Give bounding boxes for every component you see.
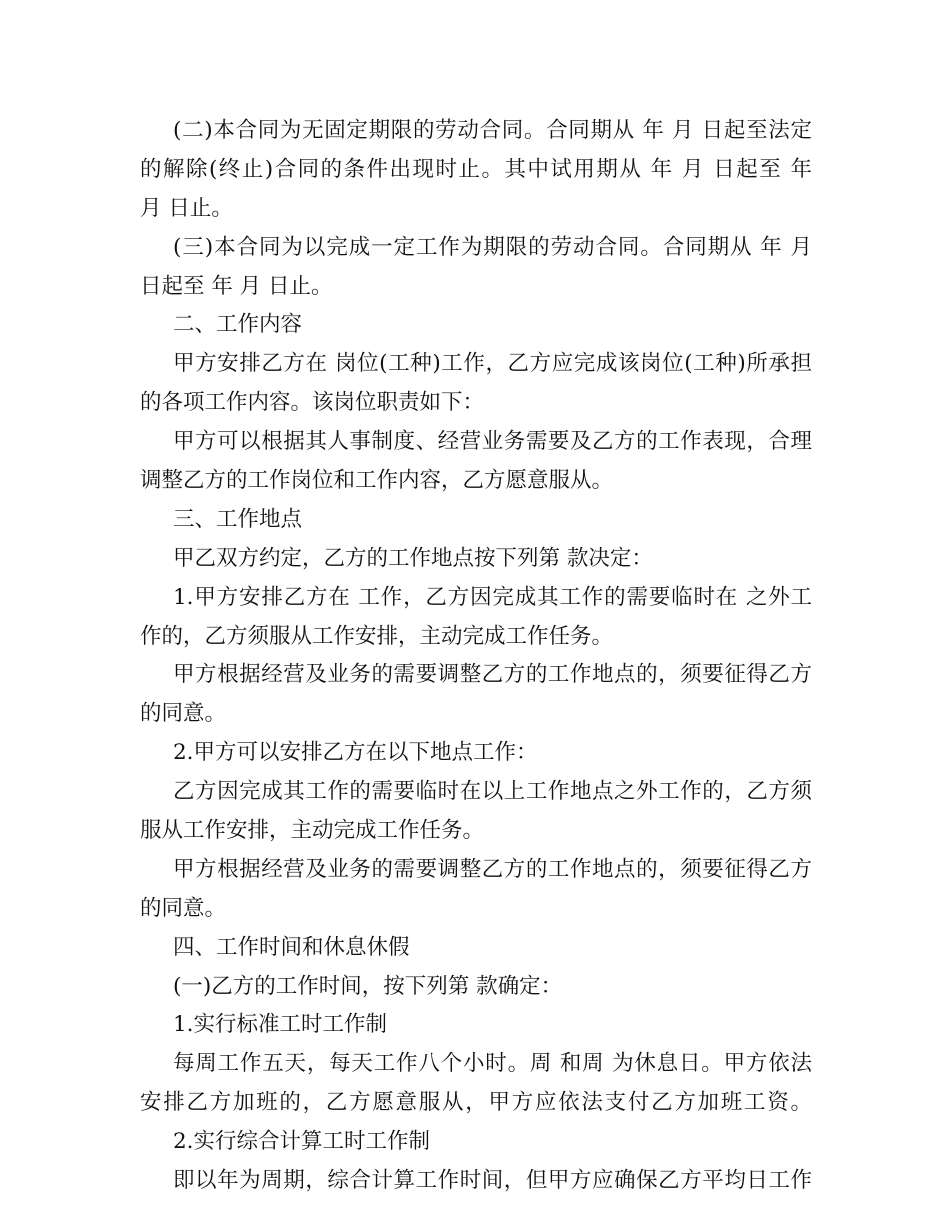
text-line: 的各项工作内容。该岗位职责如下： — [140, 390, 485, 416]
text-line: 的解除(终止)合同的条件出现时止。其中试用期从 年 月 日起至 年 — [140, 156, 812, 182]
text-line: 调整乙方的工作岗位和工作内容，乙方愿意服从。 — [140, 468, 614, 494]
text-line: 甲方根据经营及业务的需要调整乙方的工作地点的，须要征得乙方 — [173, 662, 812, 688]
text-line: 安排乙方加班的，乙方愿意服从，甲方应依法支付乙方加班工资。 — [140, 1090, 812, 1116]
text-line: 乙方因完成其工作的需要临时在以上工作地点之外工作的，乙方须 — [173, 779, 812, 805]
text-line: 四、工作时间和休息休假 — [173, 934, 410, 960]
text-line: 月 日止。 — [140, 195, 233, 221]
text-line: 2.实行综合计算工时工作制 — [173, 1129, 431, 1155]
text-line: 甲方可以根据其人事制度、经营业务需要及乙方的工作表现，合理 — [173, 429, 812, 455]
text-line: (三)本合同为以完成一定工作为期限的劳动合同。合同期从 年 月 — [173, 234, 812, 260]
text-line: 日起至 年 月 日止。 — [140, 273, 333, 299]
text-line: 三、工作地点 — [173, 506, 303, 532]
text-line: (一)乙方的工作时间，按下列第 款确定： — [173, 973, 563, 999]
text-line: 二、工作内容 — [173, 312, 303, 338]
text-line: 服从工作安排，主动完成工作任务。 — [140, 818, 485, 844]
text-line: 甲方安排乙方在 岗位(工种)工作，乙方应完成该岗位(工种)所承担 — [173, 351, 812, 377]
document-body — [140, 112, 812, 1201]
text-line: 的同意。 — [140, 895, 227, 921]
text-line: 1.甲方安排乙方在 工作，乙方因完成其工作的需要临时在 之外工 — [173, 584, 812, 610]
text-line: 甲乙双方约定，乙方的工作地点按下列第 款决定： — [173, 545, 653, 571]
text-line: 每周工作五天，每天工作八个小时。周 和周 为休息日。甲方依法 — [173, 1051, 812, 1077]
text-line: 的同意。 — [140, 701, 227, 727]
text-line: 甲方根据经营及业务的需要调整乙方的工作地点的，须要征得乙方 — [173, 856, 812, 882]
text-line: 2.甲方可以安排乙方在以下地点工作： — [173, 740, 538, 766]
text-line: (二)本合同为无固定期限的劳动合同。合同期从 年 月 日起至法定 — [173, 118, 812, 143]
text-line: 作的，乙方须服从工作安排，主动完成工作任务。 — [140, 623, 614, 649]
text-line: 1.实行标准工时工作制 — [173, 1012, 388, 1038]
text-line: 即以年为周期，综合计算工作时间，但甲方应确保乙方平均日工作 — [173, 1168, 812, 1194]
